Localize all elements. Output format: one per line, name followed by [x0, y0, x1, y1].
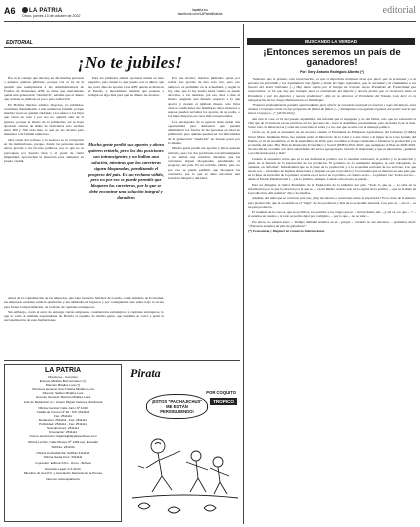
staff-box — [4, 364, 122, 522]
opinion-paragraph: Además, del tema que se conversó esta vez, ¿hay un entorno o soluciones sobre el exportador? Es la clave de la manera, para producción, que la economía es el "lugar" de los productos y más de la economía nacional. Con esto se ... así si ... es un país productor. — [248, 196, 416, 209]
opinion-kicker: BUSCANDO LA VERDAD — [247, 38, 415, 45]
opinion-paragraph: Cierto es, el país se encuentra en un proceso cuando el Presidente de Empresas Agricultoras del Gobierno (CABA) Oscar Mario Justiniano Pinto, fue asistido junto al Directorio de la CAO y a una visita a la mujer de la Casa Grande del Pueblo, el 16 de noviembre, el 16 de septiembre de 2022, para coordinar acciones orientadas a fortalecer la producción y la economía del país. Hay 'Plan de Desarrollo Económico y Social' (PDES) 2021-2025, que reemplazó el Plan de 2020-2025. Ya esta inicial coordinó con otras autoridades del sector agropecuario. Ocurrió lo importante y que es interesante, ¿palabras o producciones para y más? — [248, 130, 416, 156]
opinion-paragraph: "Sabemos que te prestan, esta conversación, es que el deportista boliviano tiene que hacer que la economía y a la persona ha permitido y los legisladores han fijado y desde las ligas regionales, que la sociedad y la ciudadanía a los favores del lustro boliviano (...) Hay tanto sujeto por el tiempo de reciente nuevo Presidente de Fraternidad que corporativos, se los que hay que trabajar para el movimiento del deporte y nuevos puntos que se reconocen tanto al Presidente y por los deportes y nuevos problemas", dijo en su discurso el Presidente del Estado, Luis Arce en la inauguración de los Juegos Bolivarianos en Valledupar. — [248, 77, 416, 102]
editorial-tag-rule — [4, 47, 240, 48]
staff-line: Directora General: Ana Cristina Miralles Lora — [32, 387, 94, 392]
staff-line: Oficina Cochabamba: Telf/Fax 4111111 — [36, 450, 90, 455]
opinion-paragraph: Cuando el encuentro sobre que es la esa deficiencia política con la cuestión relacional, la política y la producción y ganar en la función de la exportación de los productos. El gobierno no lo reemplazó ninguno, se está trabajando, no obstante, en 'informal'. Informalidad que es la base de la producción y a la economía nacional de los sectores. Los que nacen con ... un tiempo de algunas situaciones y después en que el producto y la economía que se mueven en este país que, en la línea de inversión de la primera ocasión en el sector en la política, en cuanto se ha ... la primera vez. Todos nos ha ... desde el Estado Plurinacional (... ) de la palabra, siempre. Cuando está en esta se puede... — [248, 156, 416, 182]
opinion-byline: Por: Gery Antonio Rodríguez Alberto (*) — [300, 70, 364, 74]
editorial-paragraph: Para los jubilados ambas opciones tienen su lado negativo, pero tienen lo que pueda con el dinero que les costó años de aportes a las AFP, quizás se dirán en el Estado, y nuevamente tendrán que ponerse a trabajar en algo más para que su dinero les alcance. — [88, 76, 164, 97]
staff-line: Correo electrónico: lapatria@lapatriaenlinea.com — [29, 434, 97, 439]
staff-line: Oficina Central: Calle Junín Nº 1040 — [38, 405, 88, 410]
facebook-link[interactable]: facebook.com/LaPatriaBolivia — [177, 12, 223, 16]
cartoon-brand: Pirata — [130, 366, 161, 380]
opinion-paragraph: El resumen de la cosa es, que los políticos, los partidos y los cargos que se ... llevan dentro del... ¿y así va a lo que ... ? ... si estamos en cuenta, o si todo se podría dejar por completo, ... por lo que ... no se sabe ... — [248, 210, 416, 219]
editorial-col-1 — [4, 76, 84, 294]
staff-line: Miembro de la A.P.C. y Asociación Nacional de la Prensa — [23, 470, 102, 475]
editorial-paragraph: Por ese motivo, muchos jubilados optan por retirar sus aportes de una sola vez, pero eso tampoco es permitido en la actualidad, y según la ley, sino que la ley norma hasta cuánto se puede devolver, a los rentistas, por eso, mes a mes el monto asignado una miseria respecto a lo que aportó y cuando el jubilado muere, solo hijos ciertos condiciones sus familiares, hijos menores y esposa pueden reclamar los aportes de su padre, o los hijos mayores en casos más excepcionales. — [168, 76, 240, 119]
pull-quote: Mucha gente perdió sus aportes y ahora quieren evitarlo, pero los dos posiciones son intransigentes y no hallan una solución, mientras que las carreteras siguen bloqueadas, paralizando el progreso del país. Es un reclamo válido, pero no por eso se puede permitir que bloqueen las carreteras, por lo que se debe encontrar una solución integral y duradera — [88, 142, 164, 201]
speech-bubble: ¡ESTOS "PACHAJICHUS" ME ESTÁN PERSIGUIENDO! — [146, 394, 208, 419]
section-name: editorial — [382, 5, 416, 16]
bottom-divider — [4, 360, 240, 361]
opinion-bio: (*) Economista y Magíster en Comercio Internacional. — [248, 229, 325, 233]
editorial-headline: ¡No te jubiles! — [78, 53, 183, 72]
editorial-paragraph: Mucha gente perdió sus aportes y ahora quieren evitarlo, pero los dos posiciones son intransigentes y no hallan una solución, mientras que las carreteras siguen bloqueadas, paralizando el progreso del país. Es un reclamo válido, pero no por eso se puede permitir que bloqueen las carreteras, por lo que se debe encontrar una solución integral y duradera. — [168, 146, 240, 181]
editorial-paragraph: Los encargados de la gestora tiene pidan una oportunidad para demostrar que pueden administrar los fondos de las personas en edad de jubilación, pero quienes pueden ser los dificultades de la generación "sandwich" no desean pasar por lo mismo. — [168, 119, 240, 145]
staff-line: Gerente General: Marcelo Miralles Lora — [35, 395, 91, 400]
contact-line — [150, 8, 250, 16]
staff-line: Jefe de Redacción a.i.: Amaro Miguel Cáceres Zambrana — [23, 399, 103, 404]
cartoon-drawing — [128, 432, 240, 522]
staff-line: Suscripciones: 2511111 — [46, 426, 80, 431]
staff-line: Internet: www.lapatria.bo — [45, 477, 81, 482]
opinion-paragraph: Por ahora, no existen estos ... Tiempo también seremos en el... porque ... Cuando no sea entonces ... podremos decir: "¡Entonces seremos un país de ganadores!" — [248, 219, 416, 228]
cartoon-panel — [128, 364, 240, 522]
staff-line: Impresión: Editora S.R.L. Oruro - Bolivia — [35, 460, 91, 465]
staff-line: Director: Sabino Miralles Lora — [42, 391, 84, 396]
staff-line: Redacción: 2511111 - Fax: 2511111 — [38, 417, 88, 422]
editorial-paragraph: Ése es el consejo que dan hoy en día muchas personas a quienes quieren jubilarse, porque con el 10 de la gestión que reemplazaría a las Administradoras de Fondos de Pensiones, AFP, se tiene que nuevamente queda una generación "sándwich", además que el dinero que reciben se jubilado es poco para sobrevivir. — [4, 76, 84, 102]
editorial-paragraph: Antes de la capitalización de las empresas, que trajo Gonzalo Sánchez de Lozada, como ministro de Economía, las empresas estatales estaban quebradas y sin utilidades ni ingresos y por consiguiente este señor trajo la receta para frenar la hiperinflación, de la mano de capitales extranjeros. — [4, 296, 164, 309]
staff-line: Enrique Miralles Bonnemaison (†) — [39, 379, 87, 384]
staff-title: LA PATRIA — [44, 367, 82, 374]
staff-line: Oficina La Paz: Calle Mexico Nº 1429 esq. Ecuador — [27, 440, 99, 445]
staff-line: Publicidad: 2511111 - Fax: 2511111 — [39, 422, 87, 427]
masthead-mark — [22, 7, 28, 13]
opinion-body — [248, 77, 416, 521]
cartoon-label: TROPICO — [210, 398, 237, 405]
opinion-paragraph: Ahí está la cosa, el 19 del pasado septiembre, me informé que el exjugador y no del fútbol, solo que no sobresalió la vida que de él nacieron en las prácticas en los procesos de... hace la Asamblea, precisamente, pero de haber la de la tuna. Sobre todo, la mitad de las y solas sin cosas más al sobre y a los. Así que se sabe con el mensaje político. — [248, 116, 416, 130]
editorial-paragraph: Otra razón del rechazo a la Gestora es la corrupción en las instituciones, porque, donde las personas suelen entrar gracias a los favores políticos, por lo que no se preocupan por hacerlo bien y al gozar de cierta impunidad, aprovechan la situación para aumentar su propio capital. — [4, 137, 84, 164]
staff-line: Oficina Santa Cruz: 3311111 — [43, 454, 83, 459]
editorial-col-2-top — [88, 76, 164, 134]
staff-line: Fax: 2511111 — [53, 413, 72, 418]
opinion-headline: ¡Entonces seremos un país de ganadores! — [263, 47, 401, 68]
editorial-paragraph: En Bolivia muchos adultos mayores, ya jubilados, continúan manteniendo a una numerosa familia, porque muchas veces se quedan cuidando a los nietos o los hijos que viven en casa y por eso no quieren salir de la gestora, porque el monto de la jubilación, así se haya aportado cientos de miles de bolivianos solo reciben entre 300 y 700 cada mes, lo que no les alcanza para mantener a su familia numerosa. — [4, 102, 84, 137]
editorial-col-1b — [4, 296, 164, 356]
editorial-col-3 — [168, 76, 240, 356]
staff-line: Depósito Legal: 4-3-44-01 — [45, 466, 81, 471]
staff-line: Circulación: 2511111 — [48, 430, 78, 435]
cartoon-credit: POR COQUITO — [206, 390, 236, 395]
page-number: A6 — [4, 6, 16, 16]
staff-line: Directores - Gerentes — [48, 375, 78, 379]
editorial-tag: EDITORIAL — [6, 40, 33, 46]
staff-line: Casilla de Correo Nº 48 - Telf: 2511111 — [36, 409, 90, 414]
staff-lines — [5, 374, 121, 482]
staff-line: Marcelo Miralles Lora (†) — [45, 383, 81, 388]
editorial-paragraph: Sin embargo, contó el error de entregar ciertas empresas, considerados estratégicos a capitales extranjeros, lo que le valió al también expresidente de Bolivia el repudio de mucha gente, que también se volcó a pedir la nacionalización de esas instituciones. — [4, 309, 164, 323]
date-line: Oruro, jueves 13 de octubre de 2022 — [22, 14, 81, 18]
column-divider — [243, 24, 244, 524]
staff-line: Telf/Fax: 2311111 — [51, 444, 75, 449]
opinion-paragraph: Para un dirigente el Señor Presidente de la Federación de la industria del país. "Todo lo que se ... se sabe en la información por la que la relación por la que se ... en un mismo cuando solo en la región de la política ... que es la meta de la producción. Ahí estamos" dijo a los medios. — [248, 182, 416, 195]
website[interactable]: lapatria.bo — [192, 8, 208, 12]
opinion-paragraph: "Estamos profundamente grandes oportunidades para ofrecer la economía nacional en muchos y unas iniciativas, unas mismas el mensaje existe no hay propuesta de fútbol de fútbol. (...) Trabajamos una agenda regional, así quiere suerte que tienen el apoyo (...)" [26.09.2022]. — [248, 103, 416, 116]
masthead: LA PATRIA — [22, 7, 63, 14]
header-rule — [4, 21, 416, 22]
